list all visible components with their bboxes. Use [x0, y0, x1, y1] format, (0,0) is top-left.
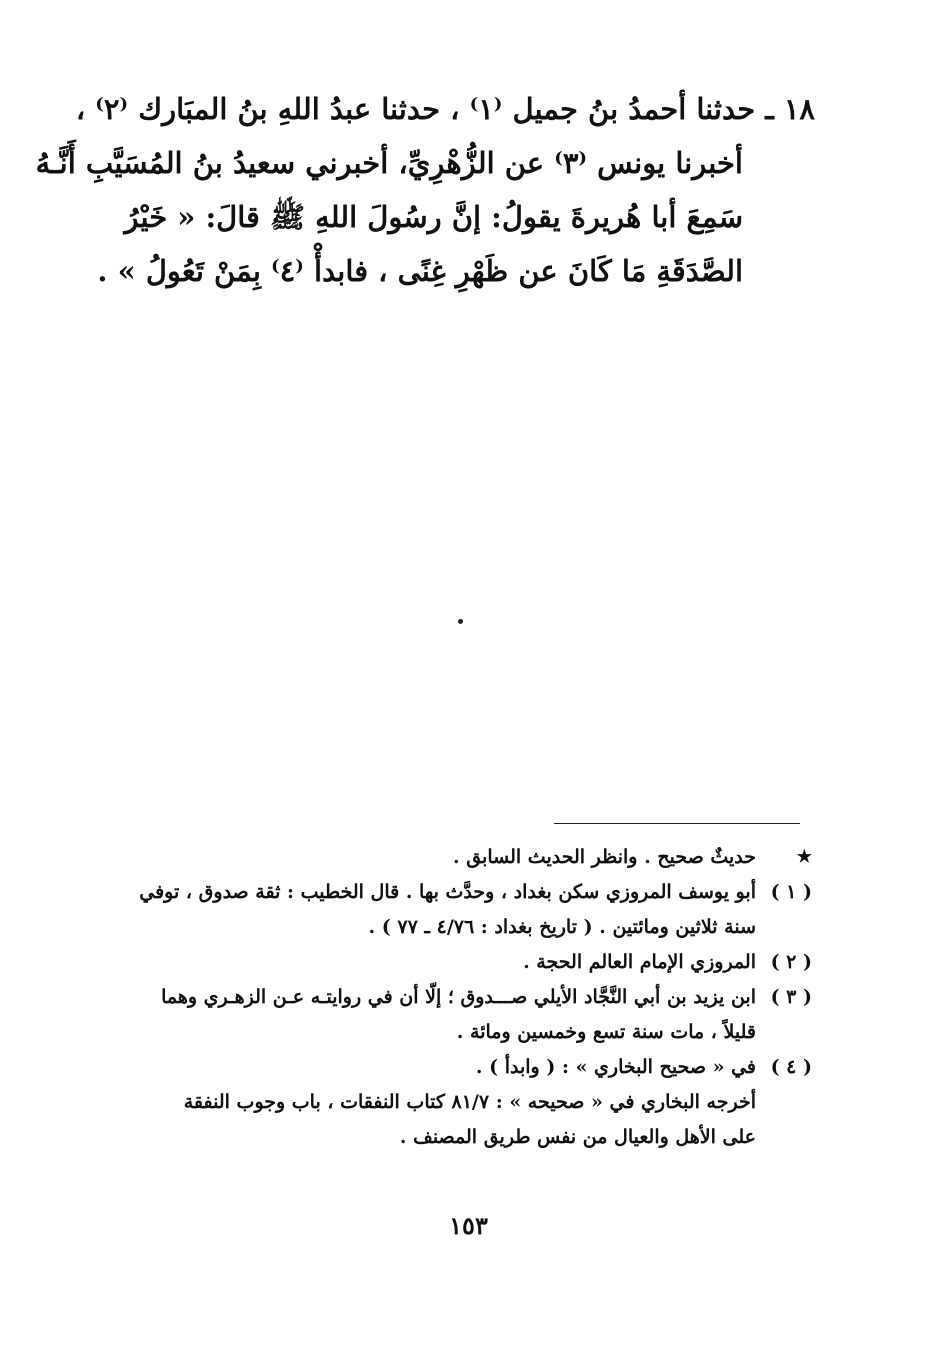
hadith-line: سَمِعَ أبا هُريرةَ يقولُ: إنَّ رسُولَ اللهِ ﷺ قالَ: « خَيْرُ [124, 200, 743, 234]
footnote-text: ابن يزيد بن أبي النَّجَّاد الأيلي صـــدوق ؛ إلّا أن في روايتـه عـن الزهـري وهما [161, 986, 756, 1008]
footnote-3 [104, 980, 812, 1050]
footnote-text: أخرجه البخاري في « صحيحه » : ٨١/٧ كتاب النفقات ، باب وجوب النفقة [183, 1091, 756, 1113]
footnote-text: في « صحيح البخاري » : ( وابدأ ) . [475, 1056, 756, 1078]
footnote-takhrij [104, 1085, 812, 1155]
footnote-2 [104, 945, 812, 980]
footnote-4 [104, 1050, 812, 1085]
footnote-text: قليلاً ، مات سنة تسع وخمسين ومائة . [456, 1021, 756, 1043]
footnote-text: أبو يوسف المروزي سكن بغداد ، وحدَّث بها . قال الخطيب : ثقة صدوق ، توفي [139, 881, 756, 903]
footnote-separator [554, 823, 800, 824]
center-dot [458, 619, 463, 624]
hadith-line: الصَّدَقَةِ مَا كَانَ عن ظَهْرِ غِنًى ، فابدأْ ⁽٤⁾ بِمَنْ تَعُولُ » . [97, 254, 743, 288]
footnote-marker: ( ٤ ) [770, 1056, 812, 1078]
footnote-1 [104, 875, 812, 945]
footnotes [104, 840, 812, 1155]
page-number: ١٥٣ [449, 1211, 488, 1240]
footnote-text: حديثٌ صحيح . وانظر الحديث السابق . [453, 846, 756, 868]
footnote-marker: ( ٢ ) [770, 951, 812, 973]
footnote-text: سنة ثلاثين ومائتين . ( تاريخ بغداد : ٤/٧٦ ـ ٧٧ ) . [368, 916, 756, 938]
footnote-text: على الأهل والعيال من نفس طريق المصنف . [399, 1126, 756, 1148]
footnote-text: المروزي الإمام العالم الحجة . [523, 951, 756, 973]
footnote-grading [104, 840, 812, 875]
hadith-text [35, 82, 815, 298]
footnote-marker: ( ٣ ) [770, 986, 812, 1008]
footnote-marker: ( ١ ) [770, 881, 812, 903]
hadith-line: ١٨ ـ حدثنا أحمدُ بنُ جميل ⁽١⁾ ، حدثنا عبدُ اللهِ بنُ المبَارك ⁽٢⁾ ، [75, 92, 815, 126]
footnote-marker: ★ [796, 847, 812, 867]
hadith-line: أخبرنا يونس ⁽٣⁾ عن الزُّهْرِيِّ، أخبرني سعيدُ بنُ المُسَيَّبِ أَنَّـهُ [35, 146, 743, 180]
